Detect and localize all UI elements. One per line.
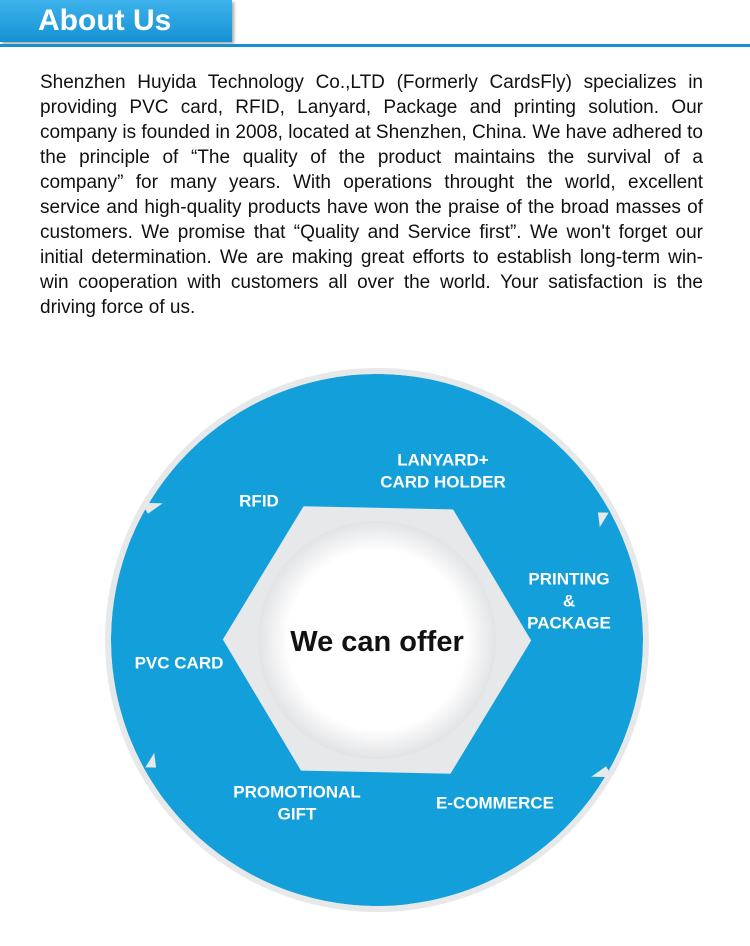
services-wheel — [0, 330, 750, 930]
label-printing-package-line-3: PACKAGE — [527, 613, 611, 633]
label-lanyard-card-holder-line-1: LANYARD+ — [397, 450, 489, 470]
label-printing-package-line-2: & — [562, 591, 576, 611]
header-divider — [0, 44, 750, 47]
label-pvc-card: PVC CARD — [134, 653, 224, 673]
header — [0, 0, 750, 48]
page-title: About Us — [0, 0, 232, 42]
label-promotional-gift-line-2: GIFT — [277, 804, 317, 824]
segment-rfid — [149, 374, 662, 513]
label-lanyard-card-holder-line-2: CARD HOLDER — [380, 472, 506, 492]
label-rfid: RFID — [239, 491, 279, 511]
intro-paragraph: Shenzhen Huyida Technology Co.,LTD (Formerly CardsFly) specializes in providing PVC card, RFID, Lanyard, Package and printing solution. Our company is founded in 2008, located at Shenzhen, China. We have adhered to the principle of “The quality of the product maintains the survival of a company” for many years. With operations throught the world, excellent service and high-quality products have won the praise of the broad masses of customers. We promise that “Quality and Service first”. We won't forget our initial determination. We are making great efforts to establish long-term win-win cooperation with customers all over the world. Your satisfaction is the driving force of us. — [40, 72, 703, 318]
label-e-commerce: E-COMMERCE — [435, 793, 555, 813]
label-promotional-gift-line-1: PROMOTIONAL — [233, 782, 361, 802]
center-label: We can offer — [290, 626, 464, 658]
label-printing-package-line-1: PRINTING — [528, 569, 610, 589]
